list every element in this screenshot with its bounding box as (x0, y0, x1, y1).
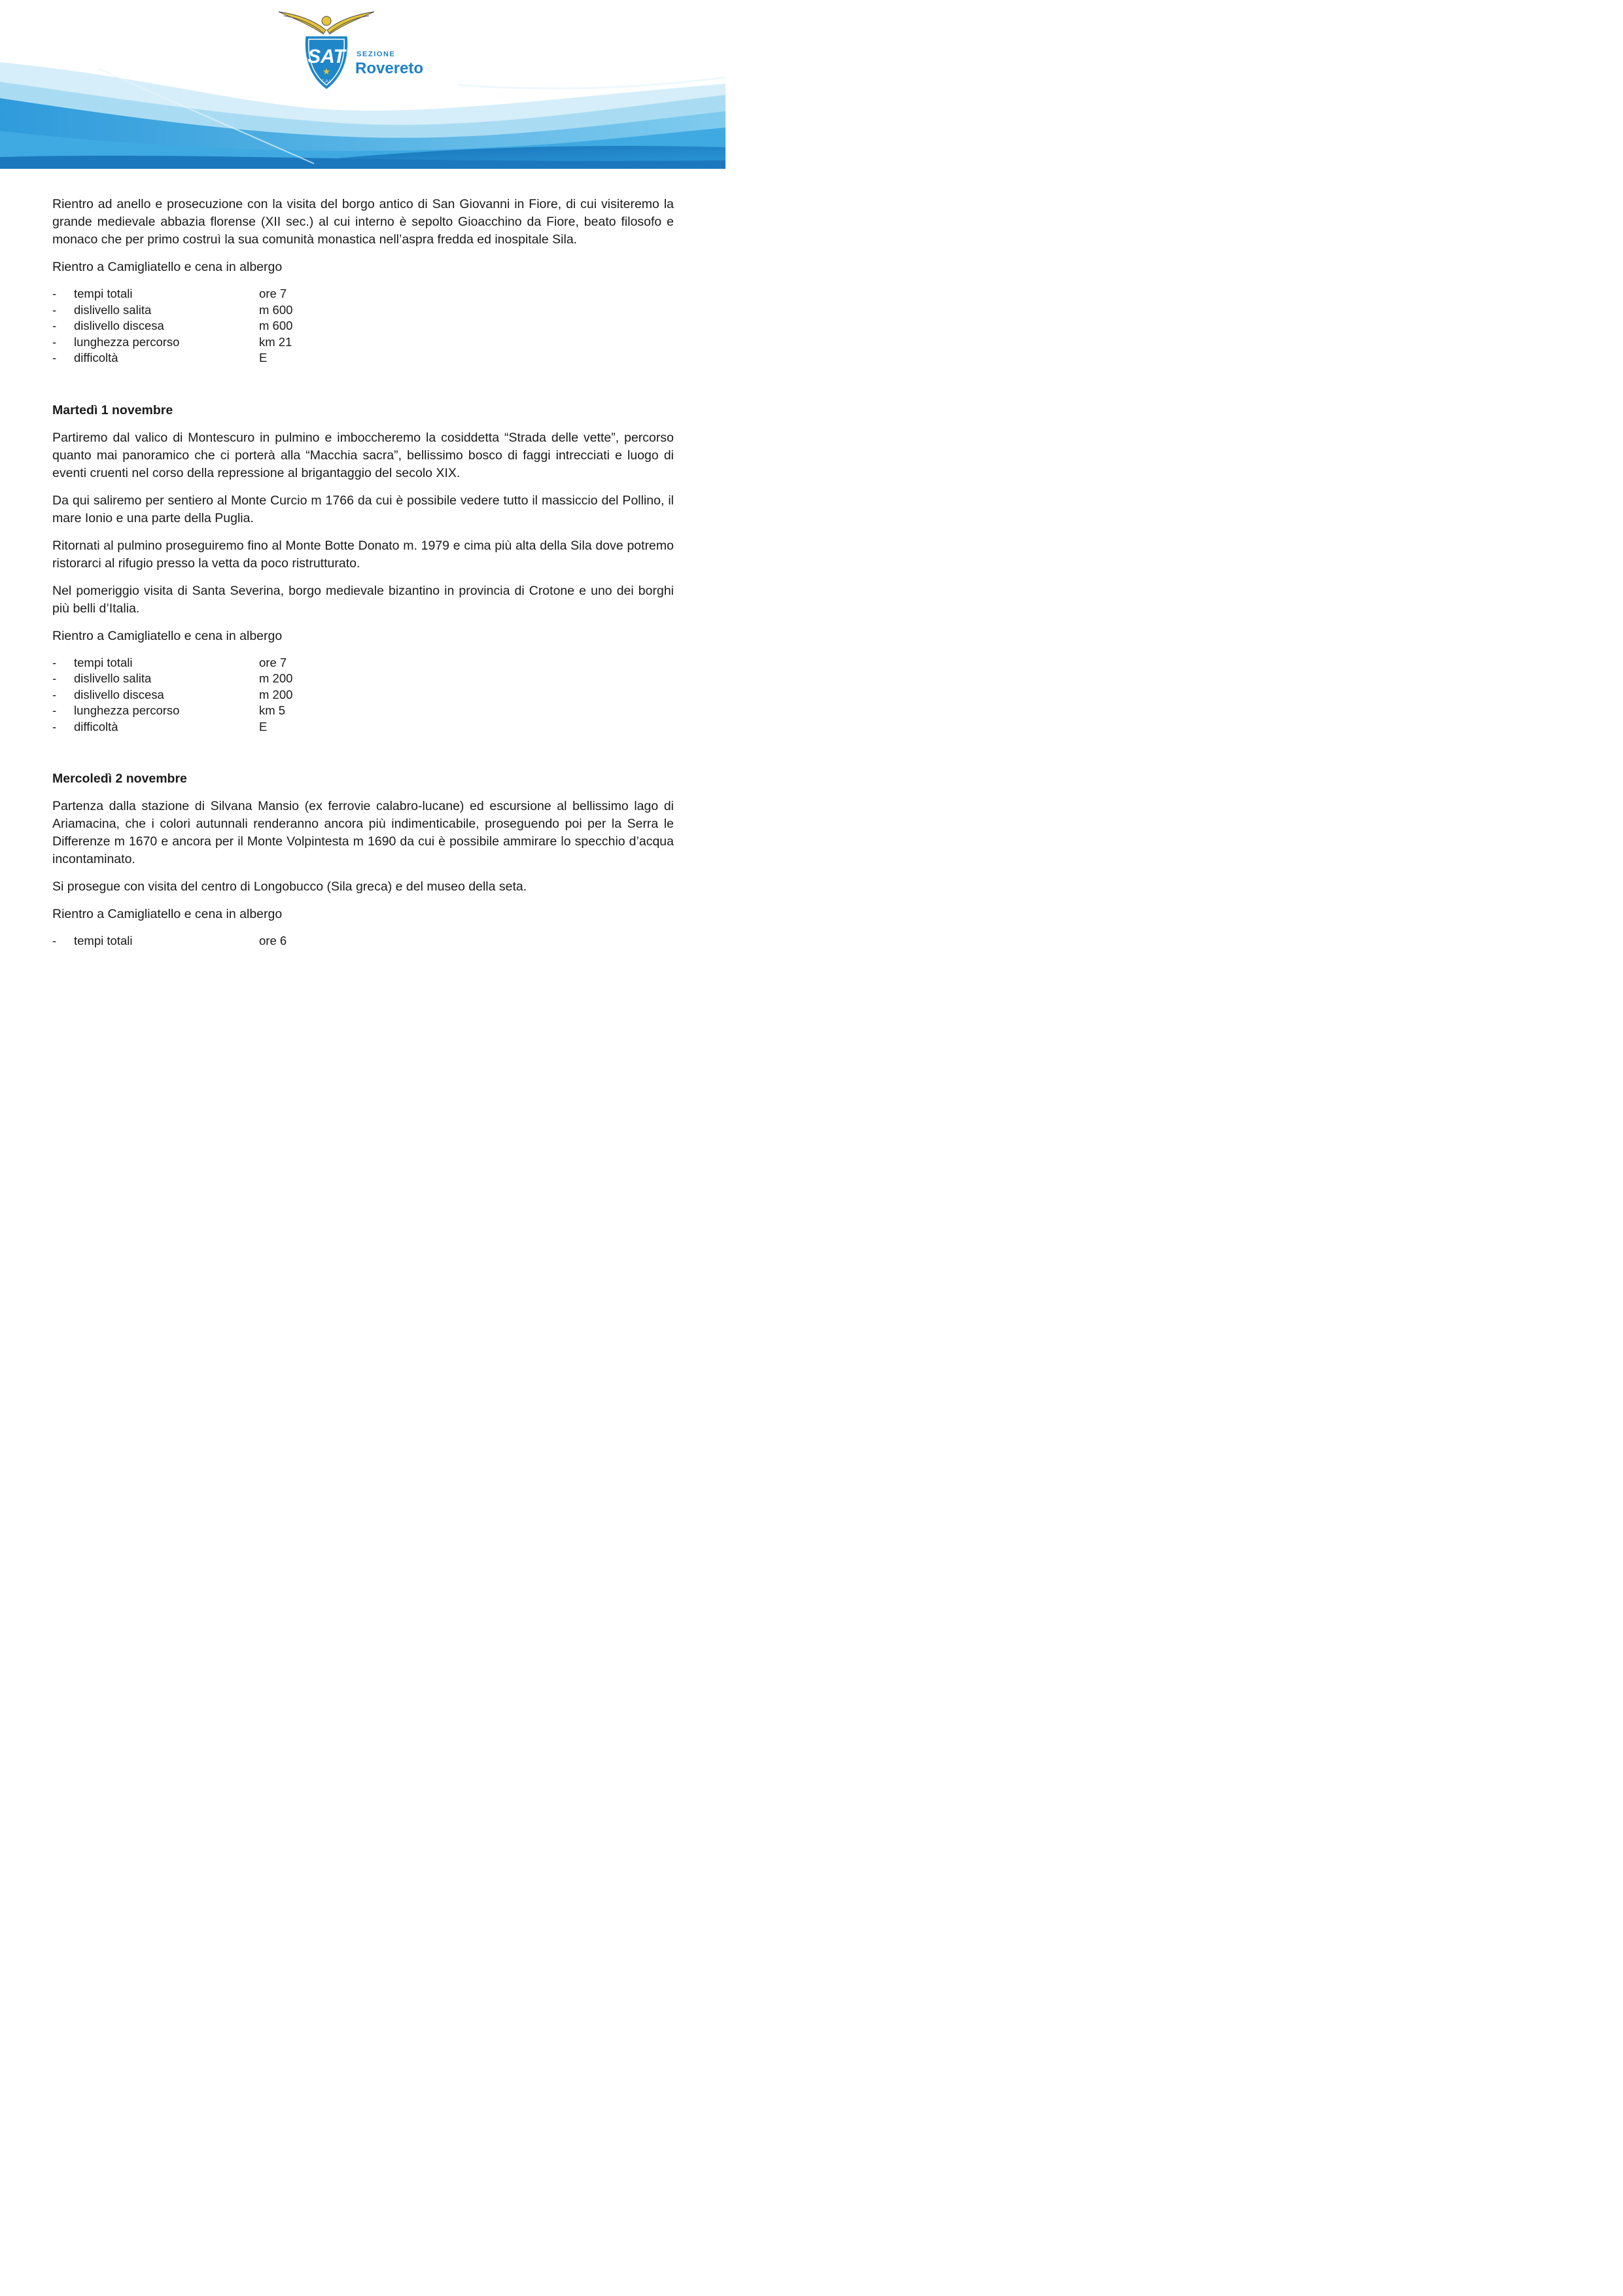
logo-sat-text: SAT (307, 46, 345, 67)
day1-rientro: Rientro a Camigliatello e cena in albergo (52, 628, 283, 643)
stat-label: tempi totali (74, 655, 133, 669)
stat-dash: - (52, 687, 57, 701)
stat-row (52, 671, 674, 687)
stat-label: dislivello salita (74, 302, 152, 317)
stat-row (52, 334, 674, 351)
stat-row (52, 719, 674, 735)
day1-paragraph: Da qui saliremo per sentiero al Monte Curcio m 1766 da cui è possibile vedere tutto il massiccio del Pollino, il mare Ionio e una parte della Puglia. (52, 493, 674, 525)
stat-row (52, 655, 674, 671)
stat-label: dislivello discesa (74, 319, 164, 332)
stat-value: m 600 (259, 319, 293, 332)
day1-title: Martedì 1 novembre (52, 402, 173, 417)
day2-stats-list (52, 933, 674, 949)
stat-value: m 200 (259, 687, 293, 701)
stat-row (52, 350, 674, 366)
day1-paragraph: Ritornati al pulmino proseguiremo fino al Monte Botte Donato m. 1979 e cima più alta della Sila dove potremo ristorarci al rifugio presso la vetta da poco ristrutturato. (52, 538, 674, 571)
stat-value: m 200 (259, 671, 293, 685)
stat-label: difficoltà (74, 719, 118, 733)
stat-dash: - (52, 719, 57, 733)
header-banner (0, 0, 725, 169)
stat-dash: - (52, 287, 57, 300)
stat-value: km 21 (259, 334, 292, 349)
stat-value: m 600 (259, 302, 293, 317)
stat-label: tempi totali (74, 287, 133, 300)
stat-value: ore 6 (259, 934, 287, 947)
stat-dash: - (52, 351, 57, 364)
day1-stats-list (52, 655, 674, 735)
stat-row (52, 933, 674, 949)
day2-paragraph: Si prosegue con visita del centro di Longobucco (Sila greca) e del museo della seta. (52, 879, 527, 894)
stat-label: lunghezza percorso (74, 334, 180, 349)
day1-paragraph: Partiremo dal valico di Montescuro in pulmino e imboccheremo la cosiddetta “Strada delle vette”, percorso quanto mai panoramico che ci porterà alla “Macchia sacra”, bellissimo bosco di faggi intrecciati e luogo di eventi cruenti nel corso della repressione al brigantaggio del secolo XIX. (52, 430, 674, 480)
stat-label: difficoltà (74, 351, 118, 364)
logo-city-label: Rovereto (355, 60, 424, 77)
document-body (52, 196, 674, 949)
stat-label: lunghezza percorso (74, 703, 180, 717)
stat-row (52, 687, 674, 703)
intro-rientro: Rientro a Camigliatello e cena in albergo (52, 260, 283, 274)
stat-dash: - (52, 655, 57, 669)
star-icon: ★ (322, 66, 331, 77)
stat-dash: - (52, 703, 57, 717)
stat-row (52, 302, 674, 319)
stat-value: km 5 (259, 703, 286, 717)
document-page (0, 0, 725, 1026)
stat-value: ore 7 (259, 655, 287, 669)
intro-paragraph: Rientro ad anello e prosecuzione con la visita del borgo antico di San Giovanni in Fiore, di cui visiteremo la grande medievale abbazia florense (XII sec.) al cui interno è sepolto Gioacchino da Fiore, beato filosofo e monaco che per primo costruì la sua comunità monastica nell’aspra fredda ed inospitale Sila. (52, 197, 674, 247)
logo-sezione-label: SEZIONE (357, 50, 396, 58)
stat-label: dislivello salita (74, 671, 152, 685)
stat-dash: - (52, 319, 57, 332)
stat-label: tempi totali (74, 934, 133, 947)
day2-paragraph: Partenza dalla stazione di Silvana Mansio (ex ferrovie calabro-lucane) ed escursione al bellissimo lago di Ariamacina, che i colori autunnali renderanno ancora più indimenticabile, proseguendo poi per la Serra le Differenze m 1670 e ancora per il Monte Volpintesta m 1690 da cui è possibile ammirare lo specchio d’acqua incontaminato. (52, 799, 674, 866)
day2-rientro: Rientro a Camigliatello e cena in albergo (52, 907, 283, 921)
stat-row (52, 286, 674, 302)
stat-dash: - (52, 671, 57, 685)
stat-label: dislivello discesa (74, 687, 164, 701)
stat-dash: - (52, 334, 57, 349)
stat-value: ore 7 (259, 287, 287, 300)
logo-cai-text: C.A.I. (321, 80, 332, 84)
stat-dash: - (52, 302, 57, 317)
stat-row (52, 703, 674, 719)
stat-value: E (259, 719, 268, 733)
stat-value: E (259, 351, 268, 364)
day1-paragraph: Nel pomeriggio visita di Santa Severina, borgo medievale bizantino in provincia di Crotone e uno dei borghi più belli d’Italia. (52, 583, 674, 616)
intro-stats-list (52, 286, 674, 366)
stat-row (52, 318, 674, 334)
day2-title: Mercoledì 2 novembre (52, 771, 187, 786)
stat-dash: - (52, 934, 57, 947)
